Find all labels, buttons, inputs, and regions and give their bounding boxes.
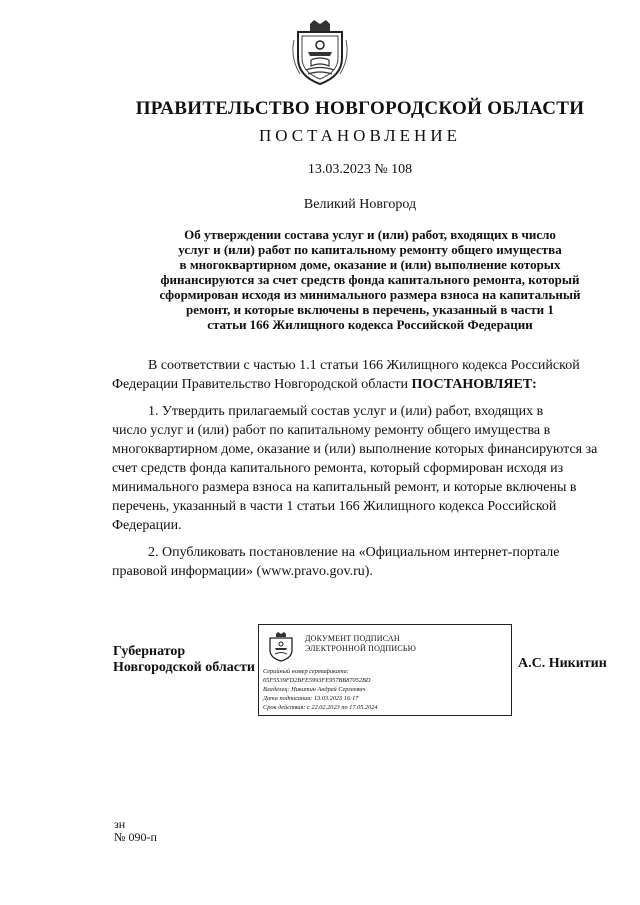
preamble-line — [112, 375, 616, 394]
owner: Владелец: Никитин Андрей Сергеевич — [263, 686, 366, 693]
preamble-line: В соответствии с частью 1.1 статьи 166 Жилищного кодекса Российской — [148, 358, 580, 373]
item-1 — [112, 402, 616, 535]
esig-heading — [305, 634, 416, 654]
footer-initials: зн — [114, 817, 126, 831]
title-line: статьи 166 Жилищного кодекса Российской Федерации — [207, 317, 533, 332]
item-2 — [112, 543, 616, 581]
esig-details — [263, 667, 378, 712]
position-line: Новгородской области — [113, 660, 255, 675]
footer-marks — [114, 818, 157, 844]
date-number: 13.03.2023 № 108 — [307, 162, 413, 177]
esig-heading-line: ЭЛЕКТРОННОЙ ПОДПИСЬЮ — [305, 644, 417, 653]
position-line: Губернатор — [113, 644, 186, 659]
signer-name: А.С. Никитин — [518, 656, 607, 671]
item-1-line: многоквартирном доме, оказание и (или) выполнение которых финансируются за — [112, 442, 598, 457]
item-1-line: Федерации. — [112, 518, 182, 533]
document-title — [140, 227, 600, 332]
title-line: финансируются за счет средств фонда капитального ремонта, который — [160, 272, 580, 287]
coat-of-arms-icon — [267, 632, 295, 662]
authority-name: ПРАВИТЕЛЬСТВО НОВГОРОДСКОЙ ОБЛАСТИ — [135, 98, 585, 119]
item-1-line: минимального размера взноса на капитальный ремонт, и которые включены в — [112, 480, 577, 495]
title-line: Об утверждении состава услуг и (или) работ, входящих в число — [184, 227, 556, 242]
item-2-line: правовой информации» (www.pravo.gov.ru). — [112, 564, 373, 579]
coat-of-arms-icon — [290, 18, 350, 86]
title-line: сформирован исходя из минимального размера взноса на капитальный — [159, 287, 581, 302]
signer-position — [113, 644, 255, 676]
item-1-line: счет средств фонда капитального ремонта, который сформирован исходя из — [112, 461, 564, 476]
decree-keyword: ПОСТАНОВЛЯЕТ: — [411, 377, 537, 392]
title-line: ремонт, и которые включены в перечень, указанный в части 1 — [186, 302, 554, 317]
signed-date: Дата подписания: 13.03.2023 16:17 — [263, 695, 359, 702]
item-1-line: 1. Утвердить прилагаемый состав услуг и (или) работ, входящих в — [148, 404, 544, 419]
title-line: услуг и (или) работ по капитальному ремонту общего имущества — [178, 242, 562, 257]
preamble-text: Федерации Правительство Новгородской области — [112, 377, 409, 392]
footer-number: № 090-п — [114, 830, 157, 844]
document-body — [112, 356, 616, 581]
cert-number: 65F5539FD2BFE5993FE957BB87052BD — [263, 677, 371, 684]
item-1-line: число услуг и (или) работ по капитальному ремонту общего имущества в — [112, 423, 551, 438]
document-type: ПОСТАНОВЛЕНИЕ — [258, 126, 461, 145]
validity: Срок действия: с 22.02.2023 по 17.05.2024 — [263, 704, 378, 711]
esig-heading-line: ДОКУМЕНТ ПОДПИСАН — [305, 634, 400, 643]
electronic-signature-stamp — [258, 624, 512, 716]
city: Великий Новгород — [303, 197, 417, 212]
title-line: в многоквартирном доме, оказание и (или) выполнение которых — [179, 257, 561, 272]
item-2-line: 2. Опубликовать постановление на «Официальном интернет-портале — [148, 545, 560, 560]
cert-label: Серийный номер сертификата: — [263, 668, 349, 675]
item-1-line: перечень, указанный в части 1 статьи 166 Жилищного кодекса Российской — [112, 499, 557, 514]
